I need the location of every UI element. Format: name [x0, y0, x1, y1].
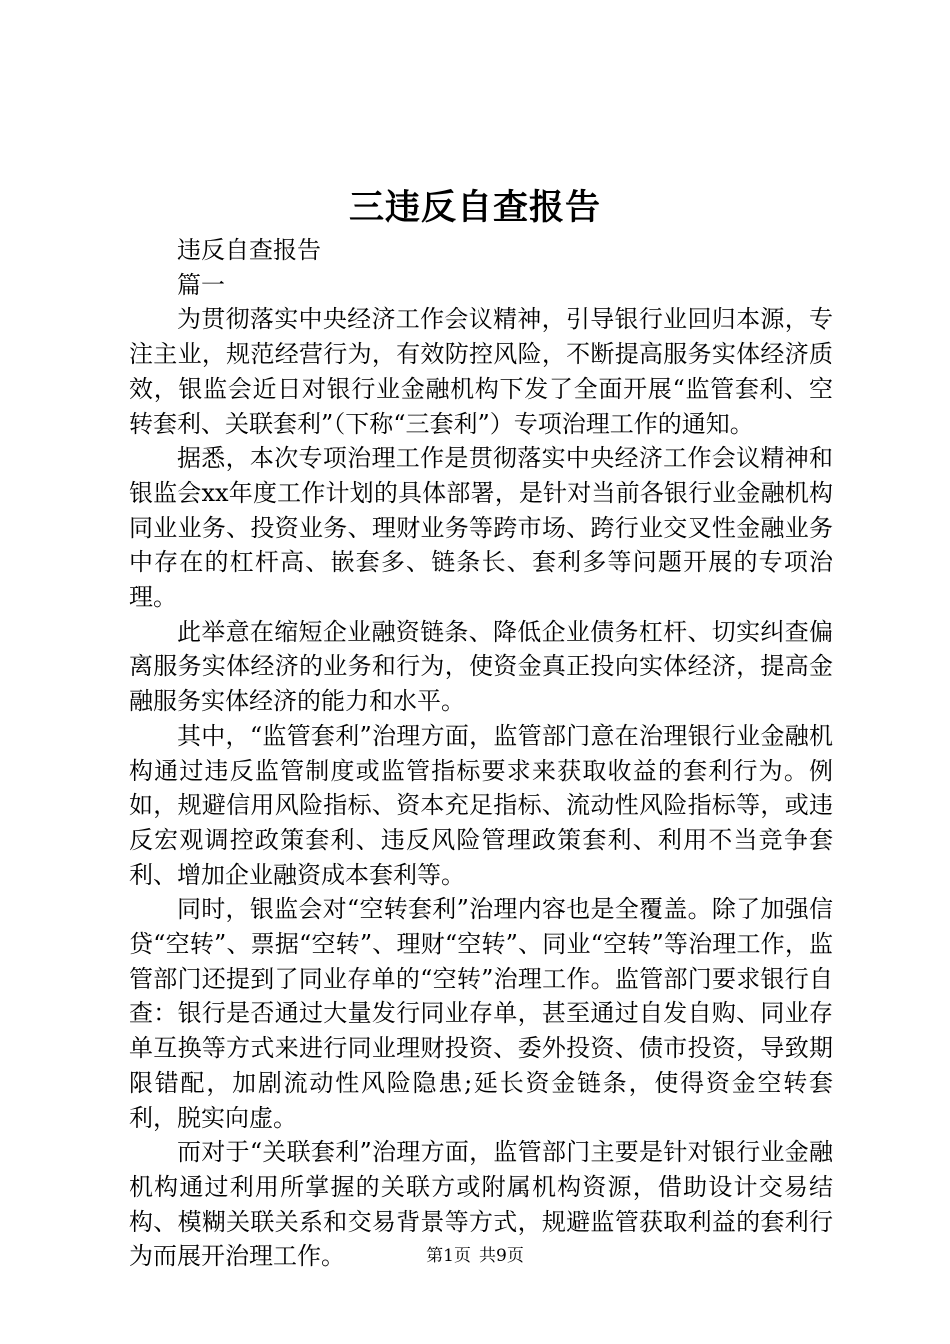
page-number: 第1页	[426, 1246, 471, 1266]
page-total: 共9页	[479, 1246, 524, 1266]
paragraph: 据悉，本次专项治理工作是贯彻落实中央经济工作会议精神和银监会xx年度工作计划的具体部署，是针对当前各银行业金融机构同业业务、投资业务、理财业务等跨市场、跨行业交叉性金融业务中存在的杠杆高、嵌套多、链条长、套利多等问题开展的专项治理。	[129, 444, 833, 612]
paragraph: 为贯彻落实中央经济工作会议精神，引导银行业回归本源，专注主业，规范经营行为，有效防控风险，不断提高服务实体经济质效，银监会近日对银行业金融机构下发了全面开展“监管套利、空转套利、关联套利”（下称“三套利”）专项治理工作的通知。	[129, 305, 833, 438]
paragraph: 同时，银监会对“空转套利”治理内容也是全覆盖。除了加强信贷“空转”、票据“空转”、理财“空转”、同业“空转”等治理工作，监管部门还提到了同业存单的“空转”治理工作。监管部门要求银行自查：银行是否通过大量发行同业存单，甚至通过自发自购、同业存单互换等方式来进行同业理财投资、委外投资、债市投资，导致期限错配，加剧流动性风险隐患;延长资金链条，使得资金空转套利，脱实向虚。	[129, 895, 833, 1132]
document-subtitle: 违反自查报告	[177, 236, 321, 264]
paragraph: 此举意在缩短企业融资链条、降低企业债务杠杆、切实纠查偏离服务实体经济的业务和行为，使资金真正投向实体经济，提高金融服务实体经济的能力和水平。	[129, 617, 833, 716]
document-body	[129, 233, 833, 1274]
section-heading: 篇一	[177, 270, 225, 299]
paragraph: 而对于“关联套利”治理方面，监管部门主要是针对银行业金融机构通过利用所掌握的关联方或附属机构资源，借助设计交易结构、模糊关联关系和交易背景等方式，规避监管获取利益的套利行为而展开治理工作。	[129, 1138, 833, 1271]
paragraph: 其中，“监管套利”治理方面，监管部门意在治理银行业金融机构通过违反监管制度或监管指标要求来获取收益的套利行为。例如，规避信用风险指标、资本充足指标、流动性风险指标等，或违反宏观调控政策套利、违反风险管理政策套利、利用不当竞争套利、增加企业融资成本套利等。	[129, 721, 833, 889]
document-title: 三违反自查报告	[348, 187, 601, 228]
page-footer	[0, 1244, 950, 1268]
